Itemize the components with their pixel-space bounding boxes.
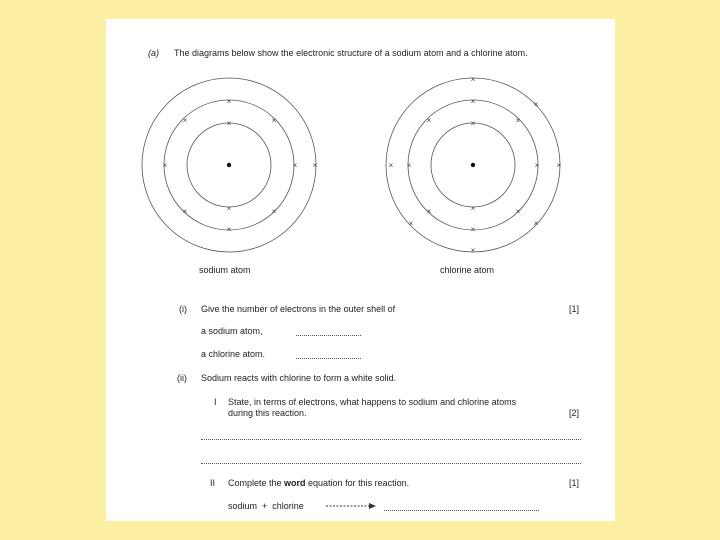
electron-mark: ×: [162, 161, 168, 170]
chlorine-nucleus: [471, 163, 475, 167]
electron-mark: ×: [226, 204, 232, 213]
electron-mark: ×: [408, 219, 414, 228]
electron-mark: ×: [388, 161, 394, 170]
electron-mark: ×: [470, 119, 476, 128]
question-ii-II-text-start: Complete the: [228, 478, 285, 488]
question-ii-I-marks: [2]: [569, 408, 580, 418]
electron-mark: ×: [292, 161, 298, 170]
electron-mark: ×: [470, 204, 476, 213]
part-a-label: (a): [148, 48, 159, 58]
answer-line-2[interactable]: [201, 463, 581, 464]
question-i-text: Give the number of electrons in the outer shell of: [201, 304, 396, 314]
sodium-caption: sodium atom: [199, 265, 251, 275]
electron-mark: ×: [226, 97, 232, 106]
electron-mark: ×: [556, 161, 562, 170]
electron-mark: ×: [515, 116, 521, 125]
electron-mark: ×: [470, 246, 476, 255]
atom-diagrams: [106, 19, 615, 279]
electron-mark: ×: [182, 116, 188, 125]
chlorine-answer-field[interactable]: [296, 358, 361, 359]
chlorine-caption: chlorine atom: [440, 265, 495, 275]
electron-mark: ×: [226, 225, 232, 234]
equation-answer-field[interactable]: [384, 510, 539, 511]
word-equation-reactants: sodium + chlorine: [228, 501, 304, 511]
electron-mark: ×: [271, 116, 277, 125]
electron-mark: ×: [312, 161, 318, 170]
question-i-marks: [1]: [569, 304, 580, 314]
electron-mark: ×: [226, 119, 232, 128]
sodium-nucleus: [227, 163, 231, 167]
exam-page: [106, 19, 615, 521]
electron-mark: ×: [534, 161, 540, 170]
electron-mark: ×: [515, 207, 521, 216]
electron-mark: ×: [406, 161, 412, 170]
electron-mark: ×: [271, 207, 277, 216]
answer-line-1[interactable]: [201, 439, 581, 440]
question-ii-text: Sodium reacts with chlorine to form a white solid.: [201, 373, 397, 383]
question-i-number: (i): [179, 304, 187, 314]
electron-mark: ×: [470, 75, 476, 84]
electron-mark: ×: [182, 207, 188, 216]
electron-mark: ×: [470, 97, 476, 106]
question-ii-II-marks: [1]: [569, 478, 580, 488]
part-a-intro: The diagrams below show the electronic structure of a sodium atom and a chlorine atom.: [174, 48, 528, 58]
sodium-answer-label: a sodium atom,: [201, 326, 263, 336]
electron-mark: ×: [470, 225, 476, 234]
sodium-electrons: [163, 97, 318, 234]
electron-mark: ×: [533, 100, 539, 109]
sodium-answer-field[interactable]: [296, 335, 361, 336]
question-ii-II-text-bold: word: [284, 478, 306, 488]
electron-mark: ×: [426, 207, 432, 216]
question-ii-II-text: [228, 478, 409, 489]
chlorine-answer-label: a chlorine atom.: [201, 349, 266, 359]
question-ii-number: (ii): [177, 373, 187, 383]
electron-mark: ×: [533, 219, 539, 228]
question-ii-II-text-end: equation for this reaction.: [305, 478, 410, 488]
question-ii-I-number: I: [214, 397, 217, 407]
electron-mark: ×: [426, 116, 432, 125]
question-ii-I-text-line2: during this reaction.: [228, 408, 307, 418]
question-ii-I-text-line1: State, in terms of electrons, what happens to sodium and chlorine atoms: [228, 397, 517, 407]
question-ii-II-number: II: [210, 478, 216, 488]
